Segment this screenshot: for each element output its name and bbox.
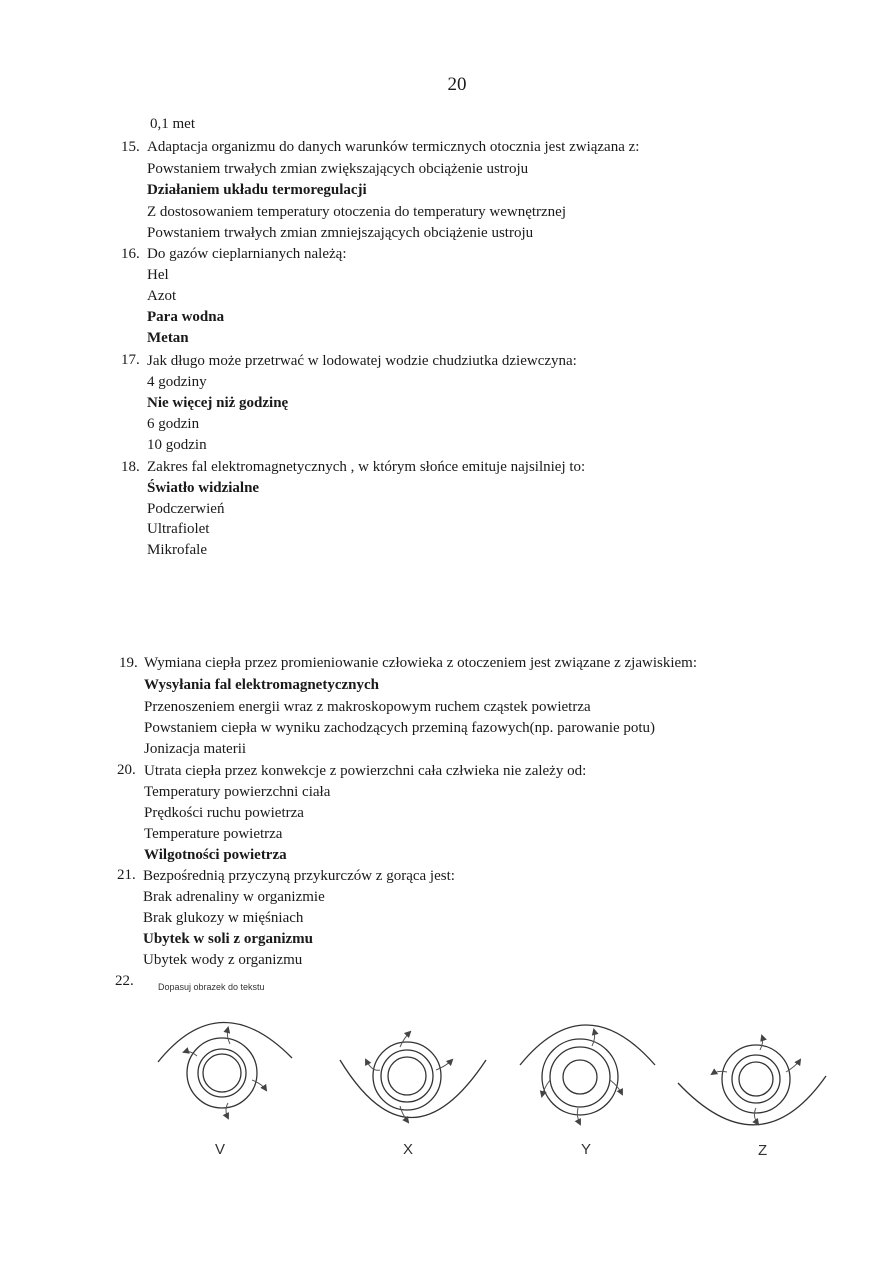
question-text: Zakres fal elektromagnetycznych , w którym słońce emituje najsilniej to: bbox=[147, 459, 586, 475]
question-number: 17. bbox=[121, 352, 140, 368]
diagram-y bbox=[520, 1025, 655, 1124]
figure-label-x: X bbox=[403, 1141, 414, 1158]
question-number: 19. bbox=[119, 655, 138, 671]
answer-option: Z dostosowaniem temperatury otoczenia do temperatury wewnętrznej bbox=[147, 204, 567, 220]
answer-option: Ubytek wody z organizmu bbox=[143, 952, 303, 968]
answer-option: Powstaniem trwałych zmian zmniejszających obciążenie ustroju bbox=[147, 225, 534, 241]
figure-label-z: Z bbox=[758, 1142, 768, 1159]
answer-option: Ultrafiolet bbox=[147, 521, 210, 537]
answer-option-correct: Para wodna bbox=[147, 309, 225, 325]
carryover-text: 0,1 met bbox=[150, 116, 195, 132]
answer-option: 10 godzin bbox=[147, 437, 207, 453]
question-number: 18. bbox=[121, 459, 140, 475]
question-text: Bezpośrednią przyczyną przykurczów z gorąca jest: bbox=[143, 868, 455, 884]
answer-option: Przenoszeniem energii wraz z makroskopowym ruchem cząstek powietrza bbox=[144, 699, 591, 715]
diagram-v bbox=[158, 1022, 292, 1118]
page-number: 20 bbox=[447, 74, 467, 95]
answer-option: Prędkości ruchu powietrza bbox=[144, 805, 304, 821]
answer-option-correct: Wilgotności powietrza bbox=[144, 847, 287, 863]
question-number: 15. bbox=[121, 139, 140, 155]
answer-option: Temperature powietrza bbox=[144, 826, 283, 842]
answer-option: 6 godzin bbox=[147, 416, 200, 432]
answer-option: Azot bbox=[147, 288, 177, 304]
answer-option-correct: Światło widzialne bbox=[147, 480, 260, 496]
answer-option-correct: Działaniem układu termoregulacji bbox=[147, 182, 367, 198]
question-text: Jak długo może przetrwać w lodowatej wodzie chudziutka dziewczyna: bbox=[147, 353, 577, 369]
answer-option: Brak glukozy w mięśniach bbox=[143, 910, 304, 926]
question-text: Adaptacja organizmu do danych warunków termicznych otocznia jest związana z: bbox=[147, 139, 640, 155]
figure-label-y: Y bbox=[581, 1141, 592, 1158]
figure-instruction: Dopasuj obrazek do tekstu bbox=[158, 982, 265, 992]
answer-option: Powstaniem trwałych zmian zwiększających obciążenie ustroju bbox=[147, 161, 529, 177]
answer-option: Mikrofale bbox=[147, 542, 207, 558]
question-number: 16. bbox=[121, 246, 140, 262]
answer-option: Podczerwień bbox=[147, 501, 225, 517]
question-text: Do gazów cieplarnianych należą: bbox=[147, 246, 347, 262]
answer-option: Hel bbox=[147, 267, 169, 283]
answer-option-correct: Ubytek w soli z organizmu bbox=[143, 931, 313, 947]
figure-label-v: V bbox=[215, 1141, 226, 1158]
question-text: Utrata ciepła przez konwekcje z powierzchni cała człwieka nie zależy od: bbox=[144, 763, 587, 779]
answer-option: Brak adrenaliny w organizmie bbox=[143, 889, 325, 905]
answer-option-correct: Metan bbox=[147, 330, 189, 346]
question-number: 21. bbox=[117, 867, 136, 883]
answer-option-correct: Nie więcej niż godzinę bbox=[147, 395, 289, 411]
diagram-x bbox=[340, 1032, 486, 1122]
answer-option-correct: Wysyłania fal elektromagnetycznych bbox=[144, 677, 379, 693]
answer-option: Jonizacja materii bbox=[144, 741, 247, 757]
question-number: 20. bbox=[117, 762, 136, 778]
question-number: 22. bbox=[115, 973, 134, 989]
answer-option: Powstaniem ciepła w wyniku zachodzących przeminą fazowych(np. parowanie potu) bbox=[144, 720, 656, 736]
answer-option: 4 godziny bbox=[147, 374, 207, 390]
question-text: Wymiana ciepła przez promieniowanie człowieka z otoczeniem jest związane z zjawiskiem: bbox=[144, 655, 698, 671]
diagram-z bbox=[678, 1036, 826, 1125]
answer-option: Temperatury powierzchni ciała bbox=[144, 784, 331, 800]
